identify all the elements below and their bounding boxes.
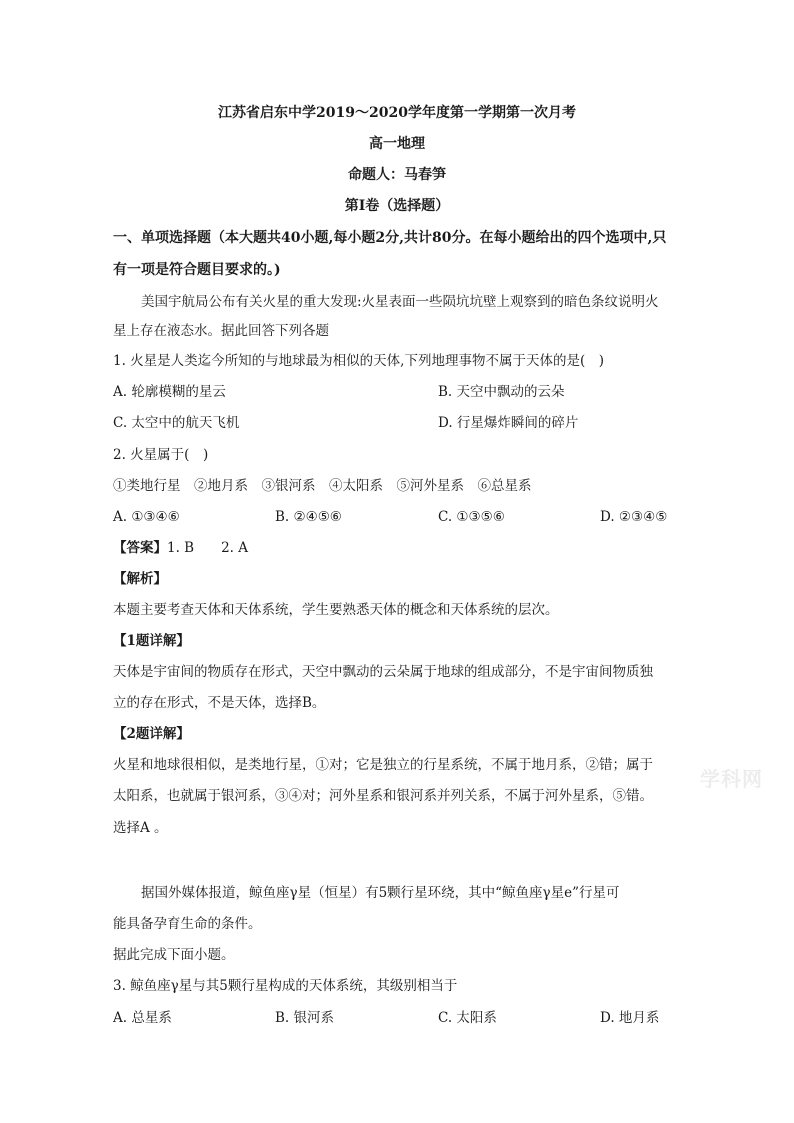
q3-option-a: A. 总星系 <box>113 1010 172 1026</box>
passage2-line1: 据国外媒体报道，鲸鱼座γ星（恒星）有5颗行星环绕，其中“鲸鱼座γ星e”行星可 <box>141 885 620 901</box>
detail2-line1: 火星和地球很相似，是类地行星，①对；它是独立的行星系统，不属于地月系，②错；属于 <box>113 757 653 773</box>
passage2-line2: 能具备孕育生命的条件。 <box>113 916 262 932</box>
analysis-text: 本题主要考查天体和天体系统，学生要熟悉天体的概念和天体系统的层次。 <box>113 602 559 618</box>
watermark: 学科网 <box>700 767 763 791</box>
answer-label: 【答案】 <box>113 540 167 556</box>
q1-option-b: B. 天空中飘动的云朵 <box>438 384 565 400</box>
q2-option-b: B. ②④⑤⑥ <box>275 509 342 525</box>
detail2-line3: 选择A 。 <box>113 820 168 836</box>
q2-stem: 2. 火星属于( ) <box>113 447 209 463</box>
volume-title: 第Ⅰ卷（选择题） <box>344 198 450 214</box>
q3-option-b: B. 银河系 <box>275 1010 335 1026</box>
section-heading-line2: 有一项是符合题目要求的。) <box>113 262 281 278</box>
analysis-label: 【解析】 <box>113 571 167 587</box>
detail1-line1: 天体是宇宙间的物质存在形式，天空中飘动的云朵属于地球的组成部分，不是宇宙间物质独 <box>113 664 653 680</box>
exam-title: 江苏省启东中学2019～2020学年度第一学期第一次月考 <box>218 105 576 121</box>
detail1-label: 【1题详解】 <box>113 633 190 649</box>
q2-option-d: D. ②③④⑤ <box>600 509 668 525</box>
q2-option-c: C. ①③⑤⑥ <box>438 509 505 525</box>
detail1-line2: 立的存在形式，不是天体，选择B。 <box>113 695 326 711</box>
q3-option-c: C. 太阳系 <box>438 1010 497 1026</box>
q2-option-a: A. ①③④⑥ <box>113 509 180 525</box>
q1-stem: 1. 火星是人类迄今所知的与地球最为相似的天体,下列地理事物不属于天体的是( ) <box>113 353 604 369</box>
q1-option-d: D. 行星爆炸瞬间的碎片 <box>438 415 579 431</box>
passage1-line2: 星上存在液态水。据此回答下列各题 <box>113 323 329 339</box>
q1-option-a: A. 轮廓模糊的星云 <box>113 384 226 400</box>
answer-text: 1. B 2. A <box>167 540 249 556</box>
subject-title: 高一地理 <box>369 136 425 152</box>
detail2-label: 【2题详解】 <box>113 726 190 742</box>
answer-line <box>113 538 248 558</box>
passage2-line3: 据此完成下面小题。 <box>113 947 235 963</box>
detail2-line2: 太阳系，也就属于银河系，③④对；河外星系和银河系并列关系，不属于河外星系，⑤错。 <box>113 788 653 804</box>
section-heading-line1: 一、单项选择题（本大题共40小题,每小题2分,共计80分。在每小题给出的四个选项中,只 <box>113 230 667 246</box>
q2-items: ①类地行星 ②地月系 ③银河系 ④太阳系 ⑤河外星系 ⑥总星系 <box>113 478 532 494</box>
passage1-line1: 美国宇航局公布有关火星的重大发现:火星表面一些陨坑坑壁上观察到的暗色条纹说明火 <box>141 294 659 310</box>
q3-option-d: D. 地月系 <box>600 1010 660 1026</box>
q3-stem: 3. 鲸鱼座γ星与其5颗行星构成的天体系统，其级别相当于 <box>113 978 458 994</box>
q1-option-c: C. 太空中的航天飞机 <box>113 415 240 431</box>
author-line: 命题人：马春笋 <box>348 167 446 183</box>
